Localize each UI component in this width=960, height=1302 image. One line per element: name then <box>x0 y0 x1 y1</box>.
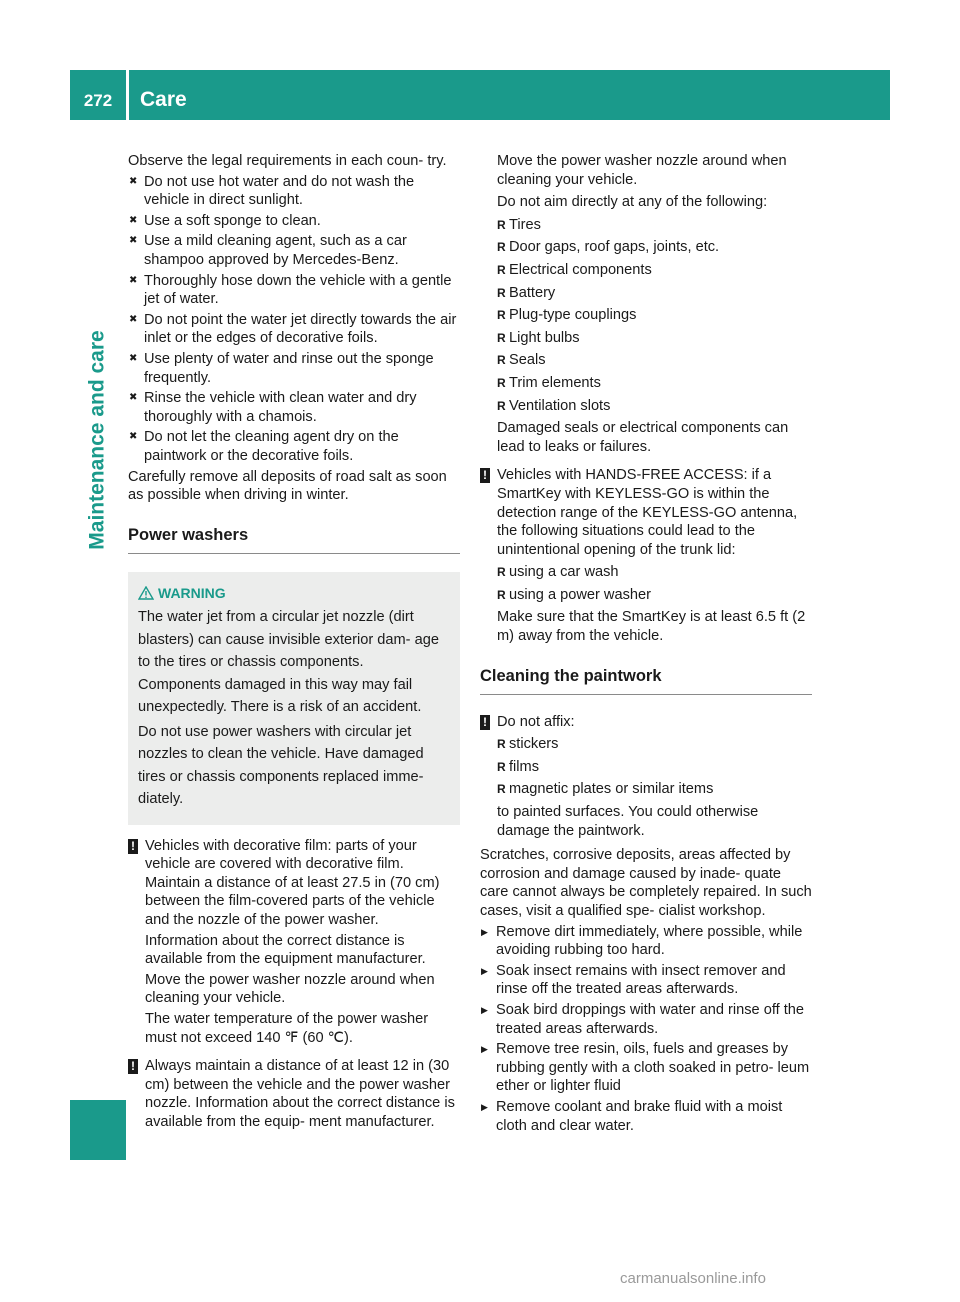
aim-list <box>497 216 812 415</box>
instruction-step: ▶ Soak bird droppings with water and rinse off the treated areas afterwards. <box>480 1001 812 1038</box>
instruction-step: ✖ Use plenty of water and rinse out the sponge frequently. <box>128 350 460 387</box>
watermark: carmanualsonline.info <box>620 1270 766 1287</box>
note-text: Make sure that the SmartKey is at least 6.5 ft (2 m) away from the vehicle. <box>497 609 806 645</box>
note-text: Vehicles with HANDS-FREE ACCESS: if a SmartKey with KEYLESS-GO is within the detection range of the KEYLESS-GO antenna, the following situations could lead to the unintentional opening of the trunk lid: <box>497 467 798 558</box>
distance-note <box>128 1057 460 1131</box>
note-text: to painted surfaces. You could otherwise damage the paintwork. <box>497 804 759 839</box>
right-column <box>480 152 812 1137</box>
header-bar <box>70 70 890 120</box>
instruction-step: ✖ Rinse the vehicle with clean water and dry thoroughly with a chamois. <box>128 389 460 426</box>
note-text: Always maintain a distance of at least 12 in (30 cm) between the vehicle and the power washer nozzle. Information about the correct distance is available from the equip- ment manufacturer. <box>145 1058 455 1130</box>
do-not-affix-note <box>480 713 812 841</box>
side-tab-label: Maintenance and care <box>85 330 109 550</box>
note-text: Move the power washer nozzle around when cleaning your vehicle. <box>145 971 435 1007</box>
list-item: R films <box>497 758 812 777</box>
instruction-step: ✖ Use a soft sponge to clean. <box>128 212 460 231</box>
note-text: Do not affix: <box>497 713 575 730</box>
note-text: Information about the correct distance is available from the equipment manufacturer. <box>145 932 426 968</box>
list-item: R magnetic plates or similar items <box>497 780 812 799</box>
exclamation-icon: ! <box>480 468 490 483</box>
instruction-step: ✖ Do not let the cleaning agent dry on the paintwork or the decorative foils. <box>128 428 460 465</box>
side-tab-title <box>70 120 126 760</box>
left-column <box>128 152 460 1134</box>
header-divider <box>126 70 129 120</box>
instruction-step: ✖ Do not use hot water and do not wash the vehicle in direct sunlight. <box>128 173 460 210</box>
instruction-step: ▶ Remove tree resin, oils, fuels and greases by rubbing gently with a cloth soaked in petro- leum ether or lighter fluid <box>480 1040 812 1096</box>
do-not-aim-text: Do not aim directly at any of the following: <box>497 194 768 211</box>
chapter-title: Care <box>140 88 187 111</box>
list-item: R Light bulbs <box>497 329 812 348</box>
cleaning-paintwork-heading: Cleaning the paintwork <box>480 666 812 695</box>
scratches-text: Scratches, corrosive deposits, areas affected by corrosion and damage caused by inade- quate care cannot always be completely repaired. In such cases, visit a qualified spe- cialist workshop. <box>480 847 812 919</box>
list-item: R stickers <box>497 735 812 754</box>
warning-title <box>138 582 448 605</box>
warning-triangle-icon <box>138 586 154 600</box>
note-text: Vehicles with decorative film: parts of your vehicle are covered with decorative film. Maintain a distance of at least 27.5 in (70 cm) between the film-covered parts of the vehicle and the nozzle of the power washer. <box>145 837 440 929</box>
exclamation-icon: ! <box>128 1059 138 1074</box>
power-washers-heading: Power washers <box>128 525 460 554</box>
warning-label: WARNING <box>158 584 226 601</box>
instruction-step: ▶ Soak insect remains with insect remover and rinse off the treated areas afterwards. <box>480 962 812 999</box>
list-item: R using a car wash <box>497 563 812 582</box>
warning-text: Do not use power washers with circular jet nozzles to clean the vehicle. Have damaged tires or chassis components replaced imme- diately. <box>138 723 424 808</box>
legal-requirements-text: Observe the legal requirements in each coun- try. <box>128 153 447 169</box>
exclamation-icon: ! <box>128 839 138 854</box>
damage-text: Damaged seals or electrical components can lead to leaks or failures. <box>497 420 789 455</box>
decorative-film-note <box>128 837 460 1048</box>
list-item: R Seals <box>497 351 812 370</box>
side-tab-marker <box>70 1100 126 1160</box>
list-item: R using a power washer <box>497 586 812 605</box>
hands-free-note <box>480 466 812 645</box>
instruction-step: ▶ Remove coolant and brake fluid with a moist cloth and clear water. <box>480 1098 812 1135</box>
warning-box <box>128 572 460 825</box>
list-item: R Ventilation slots <box>497 397 812 416</box>
page-number: 272 <box>83 91 113 110</box>
list-item: R Electrical components <box>497 261 812 280</box>
list-item: R Tires <box>497 216 812 235</box>
list-item: R Trim elements <box>497 374 812 393</box>
instruction-step: ✖ Use a mild cleaning agent, such as a car shampoo approved by Mercedes-Benz. <box>128 232 460 269</box>
list-item: R Battery <box>497 284 812 303</box>
instruction-step: ✖ Thoroughly hose down the vehicle with a gentle jet of water. <box>128 272 460 309</box>
list-item: R Plug-type couplings <box>497 306 812 325</box>
side-tab <box>70 120 126 1160</box>
exclamation-icon: ! <box>480 715 490 730</box>
list-item: R Door gaps, roof gaps, joints, etc. <box>497 238 812 257</box>
instruction-step: ✖ Do not point the water jet directly towards the air inlet or the edges of decorative foils. <box>128 311 460 348</box>
warning-text: The water jet from a circular jet nozzle (dirt blasters) can cause invisible exterior dam- age to the tires or chassis components. Components damaged in this way may fail unexpectedly. There is a risk of an accident. <box>138 609 439 716</box>
instruction-step: ▶ Remove dirt immediately, where possible, while avoiding rubbing too hard. <box>480 923 812 960</box>
note-text: The water temperature of the power washer must not exceed 140 ℉ (60 ℃). <box>145 1011 429 1046</box>
hands-free-list <box>497 563 812 604</box>
affix-list <box>497 735 812 799</box>
nozzle-text: Move the power washer nozzle around when cleaning your vehicle. <box>497 153 787 188</box>
road-salt-text: Carefully remove all deposits of road salt as soon as possible when driving in winter. <box>128 468 447 504</box>
